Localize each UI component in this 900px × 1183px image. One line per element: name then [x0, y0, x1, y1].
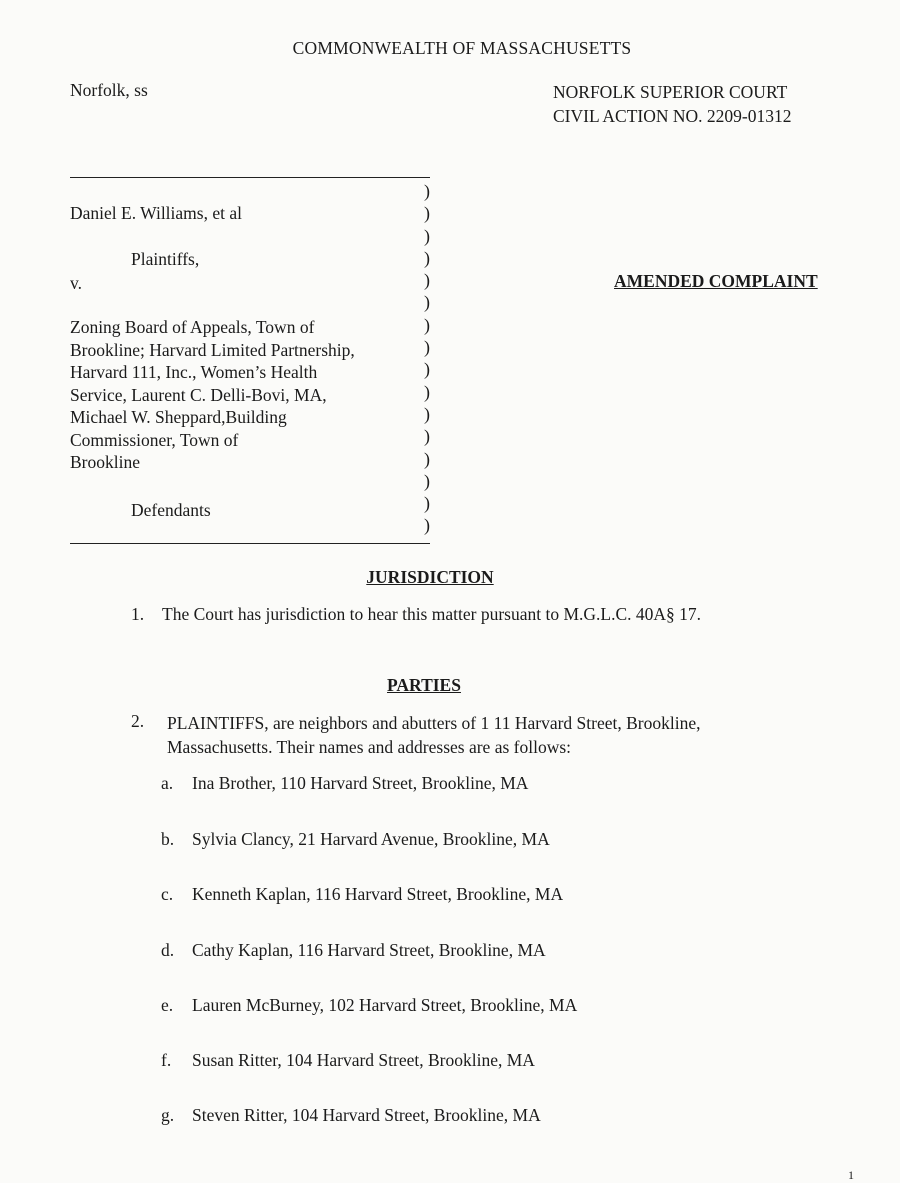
- jurisdiction-number: 1.: [131, 604, 145, 624]
- list-item-letter: b.: [161, 829, 175, 849]
- defendant-line: Commissioner, Town of: [70, 429, 239, 450]
- jurisdiction-heading: JURISDICTION: [366, 567, 494, 587]
- civil-action-number: CIVIL ACTION NO. 2209-01312: [553, 106, 792, 126]
- list-item-letter: e.: [161, 995, 174, 1015]
- county-label: Norfolk, ss: [70, 80, 148, 100]
- page-number: 1: [848, 1168, 854, 1182]
- commonwealth-header: COMMONWEALTH OF MASSACHUSETTS: [292, 38, 632, 58]
- defendant-line: Service, Laurent C. Delli-Bovi, MA,: [70, 384, 327, 405]
- list-item-letter: c.: [161, 884, 174, 904]
- plaintiff-role: Plaintiffs,: [131, 249, 200, 269]
- defendant-line: Brookline: [70, 452, 140, 472]
- plaintiff-name: Daniel E. Williams, et al: [70, 203, 242, 223]
- court-block: [553, 80, 792, 128]
- list-item-letter: f.: [161, 1050, 172, 1070]
- versus-label: v.: [70, 273, 82, 293]
- parties-intro-line: PLAINTIFFS, are neighbors and abutters of 1 11 Harvard Street, Brookline,: [167, 713, 701, 733]
- parties-number: 2.: [131, 711, 145, 731]
- parties-heading: PARTIES: [387, 675, 461, 695]
- defendant-line: Michael W. Sheppard,Building: [70, 407, 287, 427]
- parties-intro-line: Massachusetts. Their names and addresses are as follows:: [167, 737, 572, 757]
- caption-paren-column: ) ) ) ) ) ) ) ) ) ) ) ) ) ) ) ): [424, 181, 430, 536]
- court-name: NORFOLK SUPERIOR COURT: [553, 82, 788, 102]
- defendant-line: Brookline; Harvard Limited Partnership,: [70, 339, 355, 360]
- list-item: Ina Brother, 110 Harvard Street, Brookline, MA: [192, 773, 529, 793]
- list-item: Cathy Kaplan, 116 Harvard Street, Brookline, MA: [192, 940, 546, 960]
- parties-intro: [167, 711, 700, 759]
- list-item: Kenneth Kaplan, 116 Harvard Street, Brookline, MA: [192, 884, 564, 904]
- caption-top-rule: [70, 177, 430, 178]
- defendant-role: Defendants: [131, 500, 211, 520]
- caption-bottom-rule: [70, 543, 430, 544]
- defendant-line: Harvard 111, Inc., Women’s Health: [70, 362, 318, 382]
- list-item: Steven Ritter, 104 Harvard Street, Brookline, MA: [192, 1105, 541, 1125]
- defendants-list: [70, 316, 355, 474]
- list-item-letter: d.: [161, 940, 175, 960]
- list-item: Sylvia Clancy, 21 Harvard Avenue, Brookline, MA: [192, 829, 550, 849]
- list-item-letter: a.: [161, 773, 174, 793]
- list-item: Susan Ritter, 104 Harvard Street, Brookline, MA: [192, 1050, 535, 1070]
- document-title: AMENDED COMPLAINT: [614, 271, 818, 291]
- list-item-letter: g.: [161, 1105, 175, 1125]
- defendant-line: Zoning Board of Appeals, Town of: [70, 317, 315, 337]
- list-item: Lauren McBurney, 102 Harvard Street, Brookline, MA: [192, 995, 578, 1015]
- jurisdiction-text: The Court has jurisdiction to hear this matter pursuant to M.G.L.C. 40A§ 17.: [162, 604, 702, 624]
